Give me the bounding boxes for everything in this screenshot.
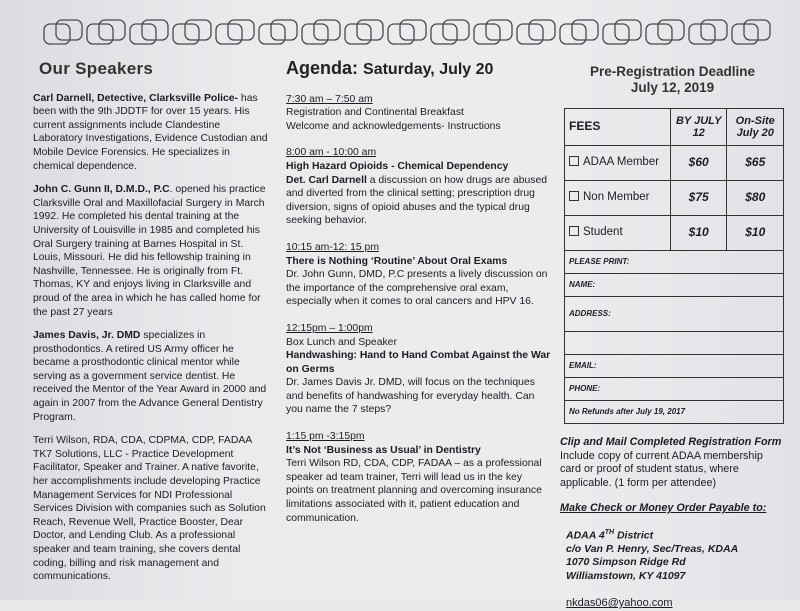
field-phone[interactable]: PHONE: <box>565 378 784 401</box>
fee-onsite: $10 <box>727 216 784 251</box>
fee-option[interactable] <box>565 146 671 181</box>
agenda-time: 1:15 pm -3:15pm <box>286 431 365 443</box>
speakers-column <box>33 59 271 594</box>
chain-link-shape <box>744 20 770 40</box>
checkbox-icon[interactable] <box>569 191 579 201</box>
agenda-heading <box>286 58 551 78</box>
agenda-description: Dr. James Davis Jr. DMD, will focus on the techniques and benefits of handwashing for everyday health. Can you name the 7 steps? <box>286 377 535 416</box>
chain-link-shape <box>130 24 156 44</box>
agenda-title: It’s Not ‘Business as Usual’ in Dentistry <box>286 444 481 456</box>
checkbox-icon[interactable] <box>569 156 579 166</box>
speakers-heading: Our Speakers <box>39 59 154 78</box>
speaker-text: specializes in prosthodontics. A retired US Army officer he became a prosthodontic clinical mentor while serving as a government service dentist. He received the Mentor of the Year Award in 2000 and again in 2007 from the Advance General Dentistry Program. <box>33 330 267 423</box>
chain-link-shape <box>87 24 113 44</box>
speaker-bio-darnell <box>33 92 271 174</box>
address-line: 1070 Simpson Ridge Rd <box>566 556 686 569</box>
payable-heading: Make Check or Money Order Payable to: <box>560 502 767 514</box>
form-row <box>565 251 784 274</box>
agenda-title: There is Nothing ‘Routine’ About Oral Exams <box>286 255 508 267</box>
mail-instructions <box>560 436 785 490</box>
address-org: ADAA 4 <box>566 529 605 542</box>
agenda-description <box>286 174 551 228</box>
chain-link-shape <box>228 20 254 40</box>
fees-label: FEES <box>565 109 671 146</box>
fee-option[interactable] <box>565 181 671 216</box>
clip-heading: Clip and Mail Completed Registration Form <box>560 436 782 448</box>
agenda-line: Welcome and acknowledgements- Instructions <box>286 120 501 132</box>
agenda-description: Dr. John Gunn, DMD, P.C presents a lively discussion on the importance of the comprehensive oral exam, especially when it comes to oral cancers and HPV 16. <box>286 269 548 308</box>
chain-link-shape <box>314 20 340 40</box>
registration-column <box>560 62 785 611</box>
refund-note: No Refunds after July 19, 2017 <box>565 401 784 424</box>
col-header-onsite: On-Site July 20 <box>727 109 784 146</box>
agenda-title: High Hazard Opioids - Chemical Dependency <box>286 160 509 172</box>
address-org-end: District <box>614 529 654 542</box>
field-name[interactable]: NAME: <box>565 274 784 297</box>
agenda-description: Terri Wilson RD, CDA, CDP, FADAA – as a professional speaker ad team trainer, Terri will lead us in the key points on treatment planning and overcoming insurance limitations associated with it, patient education and communication. <box>286 458 542 524</box>
agenda-item <box>286 146 551 228</box>
decorative-border <box>40 18 780 52</box>
chain-link-shape <box>732 24 758 44</box>
chain-link-shape <box>689 24 715 44</box>
chain-link-shape <box>185 20 211 40</box>
agenda-time: 12:15pm – 1:00pm <box>286 322 373 334</box>
chain-link-shape <box>443 20 469 40</box>
form-row <box>565 378 784 401</box>
chain-border-graphic <box>40 18 780 52</box>
form-row <box>565 297 784 332</box>
fee-label: Non Member <box>583 191 650 204</box>
form-row <box>565 401 784 424</box>
address-sup: TH <box>604 528 615 536</box>
chain-link-shape <box>529 20 555 40</box>
deadline-line: Pre-Registration Deadline <box>589 64 756 79</box>
chain-link-shape <box>56 20 82 40</box>
agenda-date: Saturday, July 20 <box>363 61 494 78</box>
chain-link-shape <box>560 24 586 44</box>
chain-link-shape <box>99 20 125 40</box>
chain-link-shape <box>603 24 629 44</box>
chain-link-shape <box>388 24 414 44</box>
agenda-time: 8:00 am - 10:00 am <box>286 147 377 159</box>
agenda-item <box>286 93 551 134</box>
agenda-item <box>286 241 551 309</box>
agenda-item <box>286 322 551 417</box>
agenda-item <box>286 430 551 525</box>
fee-by: $75 <box>670 181 727 216</box>
speaker-bio-davis <box>33 329 271 424</box>
chain-link-shape <box>345 24 371 44</box>
fee-row <box>565 181 784 216</box>
speaker-name: John C. Gunn II, D.M.D., P.C <box>33 184 170 196</box>
chain-link-shape <box>142 20 168 40</box>
speaker-text: Terri Wilson, RDA, CDA, CDPMA, CDP, FADAA TK7 Solutions, LLC - Practice Development Facilitator, Speaker and Trainer. A native favorite, her accomplishments include developing Practice Management Services for NDI Professional Services Division with companies such as Solution Reach, Revenue Well, Practice Booster, Dear Doctor, and Lending Club. As a professional speaker and team training, she covers dental coding, billing and risk management and communications. <box>33 435 266 583</box>
form-row <box>565 332 784 355</box>
fee-onsite: $65 <box>727 146 784 181</box>
fee-row <box>565 146 784 181</box>
col-header-by: BY JULY 12 <box>670 109 727 146</box>
chain-link-shape <box>701 20 727 40</box>
agenda-time: 10:15 am-12: 15 pm <box>286 241 379 253</box>
address-line: c/o Van P. Henry, Sec/Treas, KDAA <box>566 542 739 555</box>
speaker-bio-gunn <box>33 183 271 319</box>
clip-text: Include copy of current ADAA membership card or proof of student status, where applicable. (1 form per attendee) <box>560 449 763 489</box>
chain-link-shape <box>431 24 457 44</box>
fees-header-row <box>565 109 784 146</box>
field-please-print: PLEASE PRINT: <box>565 251 784 274</box>
fee-by: $60 <box>670 146 727 181</box>
form-row <box>565 274 784 297</box>
chain-link-shape <box>474 24 500 44</box>
agenda-speaker: Det. Carl Darnell <box>286 174 367 186</box>
chain-link-shape <box>302 24 328 44</box>
chain-link-shape <box>259 24 285 44</box>
speaker-name: Carl Darnell, Detective, Clarksville Police- <box>33 92 239 104</box>
deadline-date: July 12, 2019 <box>630 80 715 95</box>
agenda-time: 7:30 am – 7:50 am <box>286 93 373 105</box>
fee-row <box>565 216 784 251</box>
address-line: Williamstown, KY 41097 <box>566 569 686 582</box>
speaker-bio-wilson <box>33 434 271 584</box>
chain-link-shape <box>486 20 512 40</box>
chain-link-shape <box>271 20 297 40</box>
chain-link-shape <box>173 24 199 44</box>
address-line <box>566 526 785 543</box>
agenda-line: Box Lunch and Speaker <box>286 336 397 348</box>
chain-link-shape <box>658 20 684 40</box>
fee-onsite: $80 <box>727 181 784 216</box>
agenda-label: Agenda: <box>286 58 358 78</box>
fee-option[interactable] <box>565 216 671 251</box>
checkbox-icon[interactable] <box>569 226 579 236</box>
fee-by: $10 <box>670 216 727 251</box>
chain-link-shape <box>517 24 543 44</box>
registration-form <box>564 108 784 424</box>
chain-link-shape <box>400 20 426 40</box>
chain-link-shape <box>44 24 70 44</box>
speaker-text: has been with the 9th JDDTF for over 15 years. His current assignments include Clandestine Laboratory Investigations, Evidence Custodian and Mobile Device Forensics. He specializes in chemical dependence. <box>33 92 268 172</box>
chain-link-shape <box>216 24 242 44</box>
chain-link-shape <box>572 20 598 40</box>
speaker-text: . opened his practice Clarksville Oral and Maxillofacial Surgery in March 1992. He completed his dental training at the University of Louisville in 1985 and completed his Oral Surgery training at Barnes Hospital in St. Louis, Missouri. He did his fellowship training in Nashville, Tennessee. He is originally from Ft. Thomas, KY and enjoys living in Clarksville and proud of the area in which he has called home for the past 27 years <box>33 184 266 318</box>
field-address[interactable]: ADDRESS: <box>565 297 784 332</box>
chain-link-shape <box>646 24 672 44</box>
deadline-heading <box>560 64 785 96</box>
agenda-desc-text: a discussion on how drugs are abused and diverted from the clinical setting; prescription drug diversion, signs of opioid abuses and the typical drug seeking behavior. <box>286 174 548 227</box>
field-address-line2[interactable] <box>565 332 784 355</box>
mailing-address <box>566 526 785 584</box>
fee-label: ADAA Member <box>583 156 660 169</box>
agenda-column <box>286 58 551 538</box>
form-row <box>565 355 784 378</box>
agenda-title: Handwashing: Hand to Hand Combat Against the War on Germs <box>286 350 551 375</box>
contact-email[interactable]: nkdas06@yahoo.com <box>566 597 673 610</box>
fee-label: Student <box>583 226 623 239</box>
agenda-line: Registration and Continental Breakfast <box>286 107 464 119</box>
chain-link-shape <box>357 20 383 40</box>
chain-link-shape <box>615 20 641 40</box>
field-email[interactable]: EMAIL: <box>565 355 784 378</box>
speaker-name: James Davis, Jr. DMD <box>33 330 141 342</box>
